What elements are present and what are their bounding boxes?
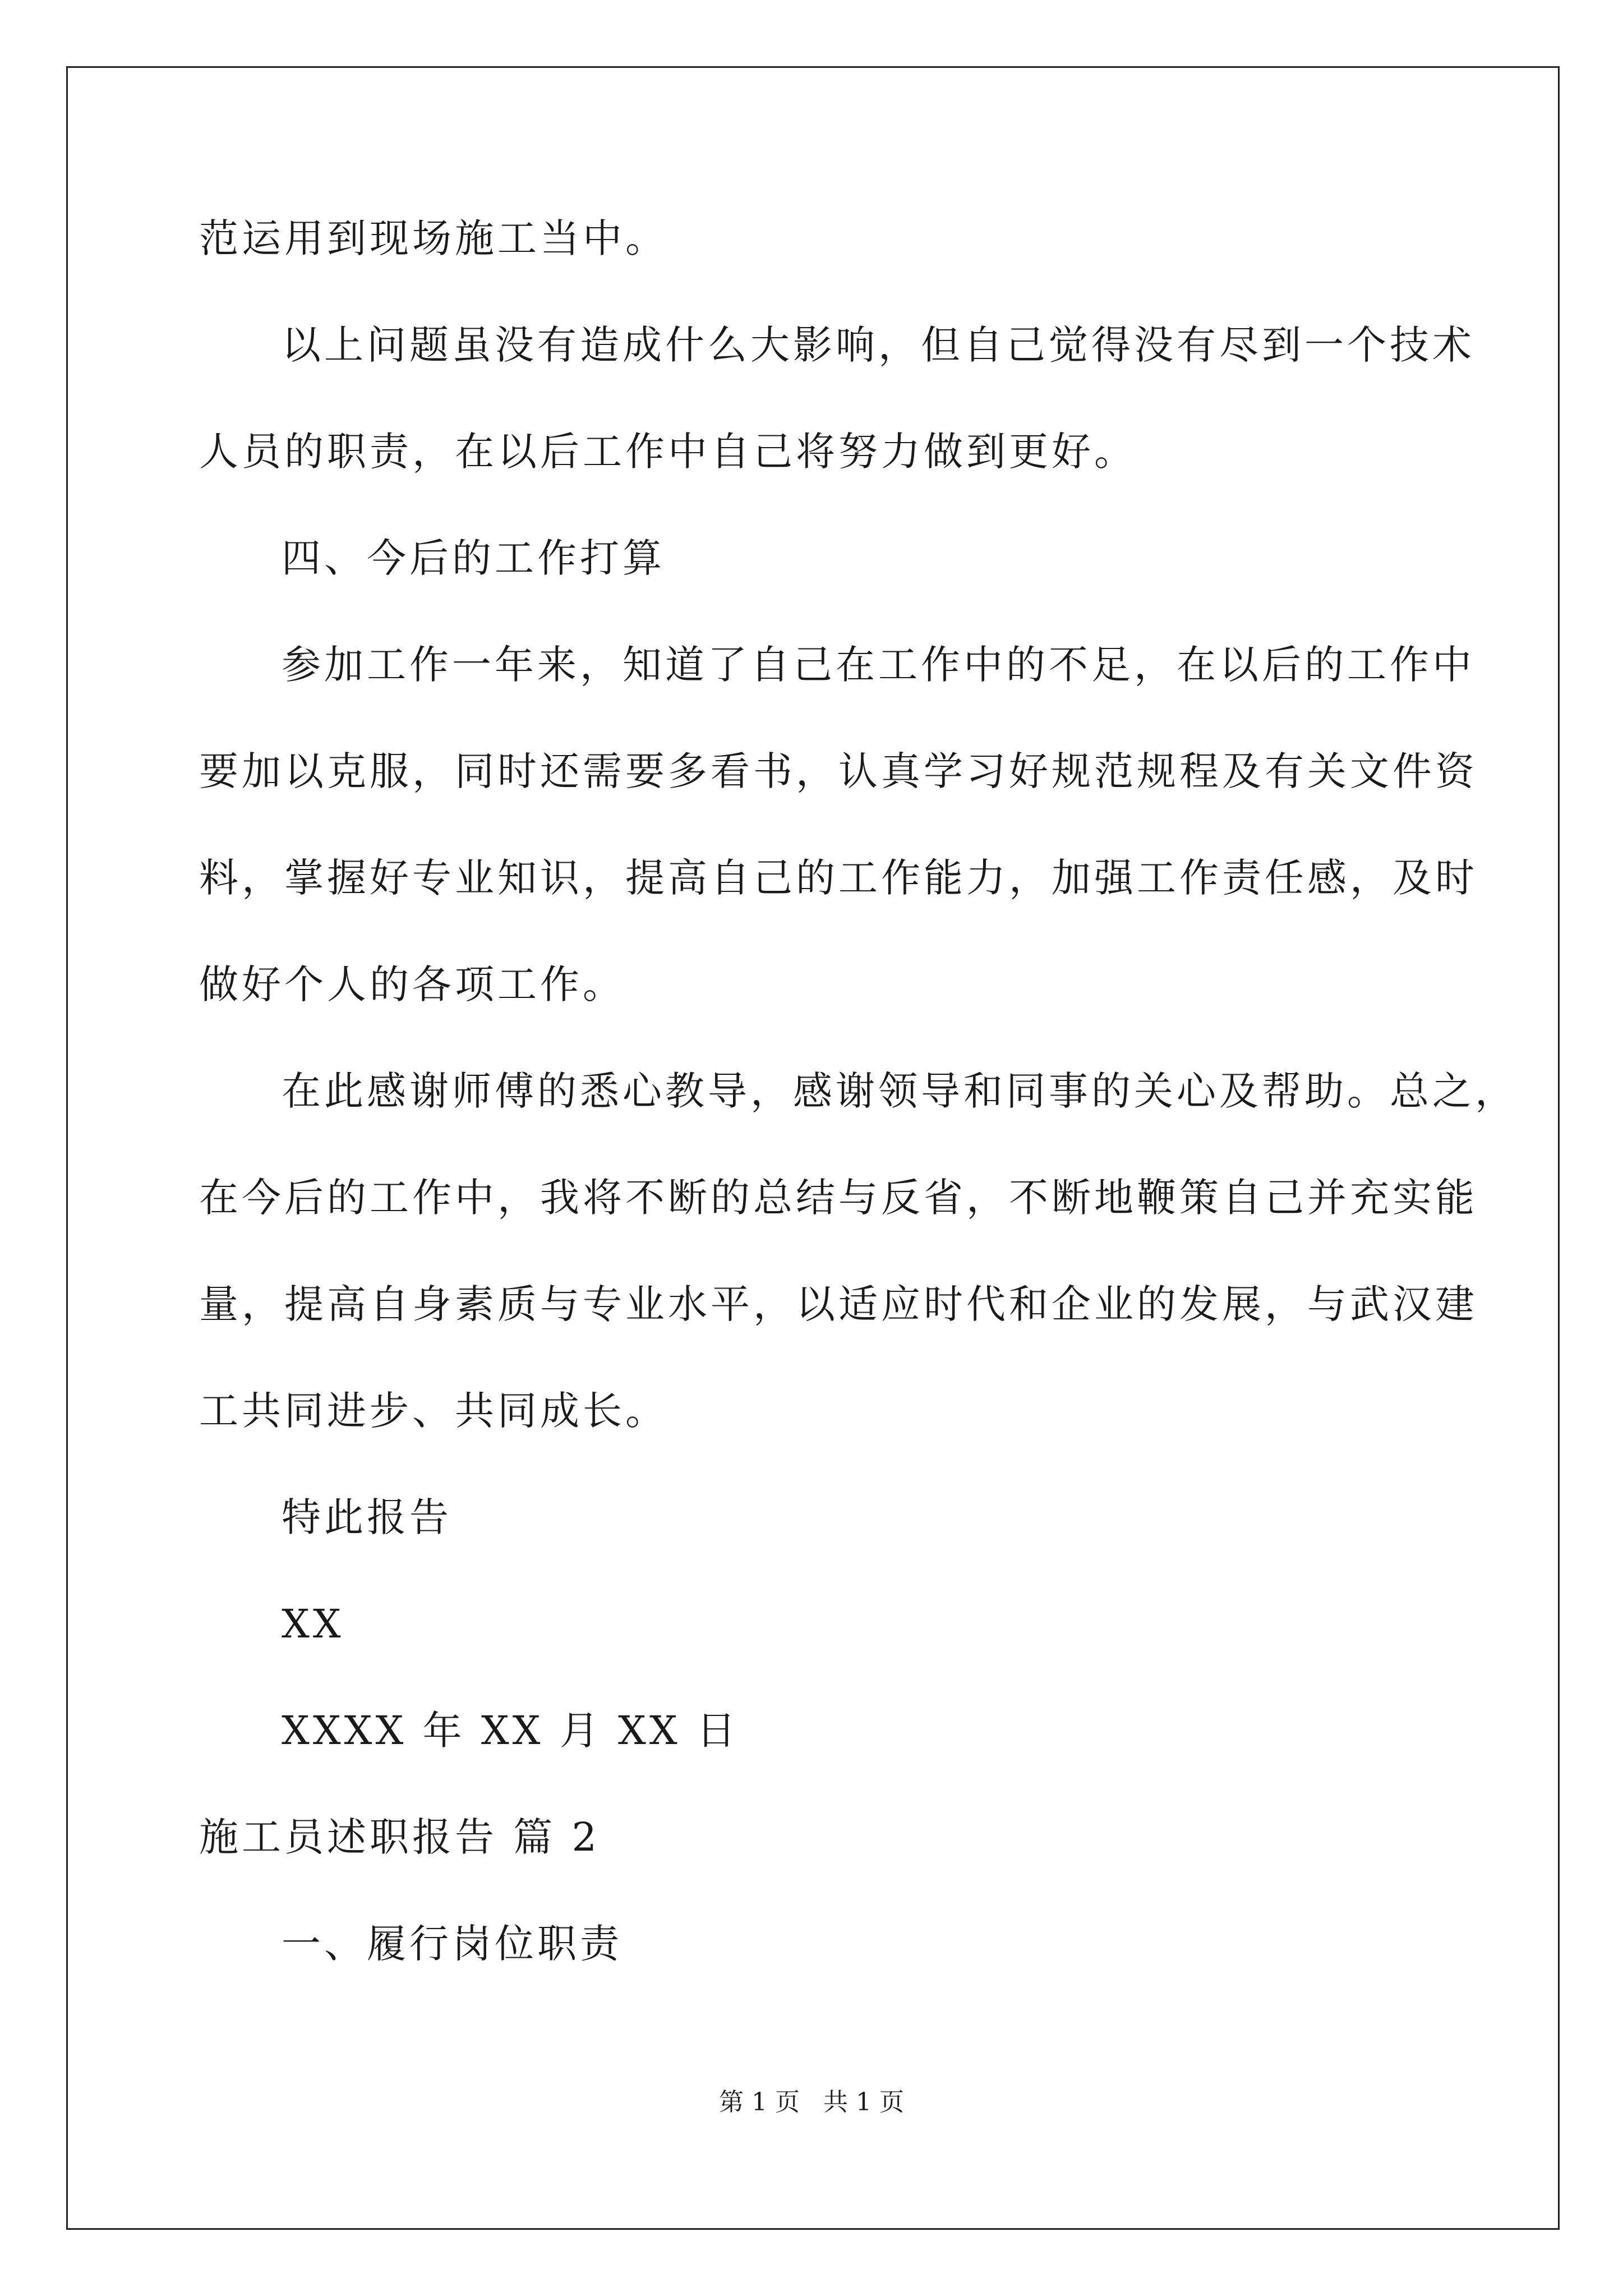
body-line-8: 做好个人的各项工作。 <box>199 961 625 1007</box>
report-title-part-2: 施工员述职报告 篇 2 <box>199 1814 601 1860</box>
signature-date: XXXX 年 XX 月 XX 日 <box>282 1708 739 1754</box>
body-line-1: 范运用到现场施工当中。 <box>199 215 668 261</box>
page-border <box>66 66 1560 2230</box>
section-heading-duties: 一、履行岗位职责 <box>282 1921 623 1967</box>
body-line-2: 以上问题虽没有造成什么大影响，但自己觉得没有尽到一个技术 <box>282 322 1475 368</box>
closing-remark: 特此报告 <box>282 1494 452 1540</box>
body-line-12: 工共同进步、共同成长。 <box>199 1388 668 1434</box>
body-line-5: 参加工作一年来，知道了自己在工作中的不足，在以后的工作中 <box>282 642 1475 688</box>
signature-name: XX <box>282 1601 344 1647</box>
body-line-3: 人员的职责，在以后工作中自己将努力做到更好。 <box>199 429 1137 475</box>
body-line-9: 在此感谢师傅的悉心教导，感谢领导和同事的关心及帮助。总之， <box>282 1068 1518 1114</box>
page-number-footer: 第 1 页 共 1 页 <box>719 2088 904 2116</box>
body-line-7: 料，掌握好专业知识，提高自己的工作能力，加强工作责任感，及时 <box>199 855 1478 901</box>
body-line-6: 要加以克服，同时还需要多看书，认真学习好规范规程及有关文件资 <box>199 748 1478 794</box>
body-line-10: 在今后的工作中，我将不断的总结与反省，不断地鞭策自己并充实能 <box>199 1175 1478 1221</box>
body-line-11: 量，提高自身素质与专业水平，以适应时代和企业的发展，与武汉建 <box>199 1281 1478 1327</box>
section-heading-future-plan: 四、今后的工作打算 <box>282 535 665 581</box>
